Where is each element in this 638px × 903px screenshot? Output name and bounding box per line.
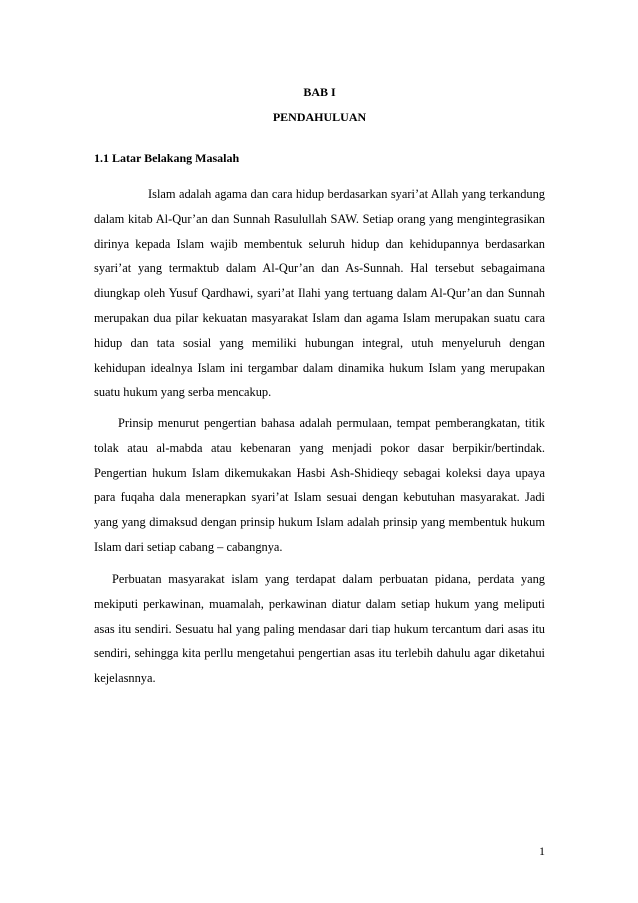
body-paragraph: Prinsip menurut pengertian bahasa adalah permulaan, tempat pemberangkatan, titik tolak atau al-mabda atau kebenaran yang menjadi pokor dasar berpikir/bertindak. Pengertian hukum Islam dikemukakan Hasbi Ash-Shidieqy sebagai koleksi daya upaya para fuqaha dala menerapkan syari’at Islam sesuai dengan kebutuhan masyarakat. Jadi yang yang dimaksud dengan prinsip hukum Islam adalah prinsip yang membentuk hukum Islam dari setiap cabang – cabangnya. xyxy=(94,416,545,554)
chapter-number: BAB I xyxy=(303,85,336,99)
section-heading: 1.1 Latar Belakang Masalah xyxy=(94,151,240,165)
chapter-title: PENDAHULUAN xyxy=(272,110,367,124)
page-number: 1 xyxy=(539,844,545,858)
body-paragraph: Islam adalah agama dan cara hidup berdasarkan syari’at Allah yang terkandung dalam kitab Al-Qur’an dan Sunnah Rasulullah SAW. Setiap orang yang mengintegrasikan dirinya kepada Islam wajib membentuk seluruh hidup dan kehidupannya berdasarkan syari’at yang termaktub dalam Al-Qur’an dan As-Sunnah. Hal tersebut sebagaimana diungkap oleh Yusuf Qardhawi, syari’at Ilahi yang tertuang dalam Al-Qur’an dan Sunnah merupakan dua pilar kekuatan masyarakat Islam dan agama Islam merupakan suatu cara hidup dan tata sosial yang memiliki hubungan integral, utuh menyeluruh dengan kehidupan idealnya Islam ini tergambar dalam dinamika hukum Islam yang merupakan suatu hukum yang serba mencakup. xyxy=(94,187,545,400)
body-paragraph: Perbuatan masyarakat islam yang terdapat dalam perbuatan pidana, perdata yang mekiputi perkawinan, muamalah, perkawinan diatur dalam setiap hukum yang meliputi asas itu sendiri. Sesuatu hal yang paling mendasar dari tiap hukum tercantum dari asas itu sendiri, sehingga kita perllu mengetahui pengertian asas itu terlebih dahulu agar diketahui kejelasnnya. xyxy=(94,572,545,686)
